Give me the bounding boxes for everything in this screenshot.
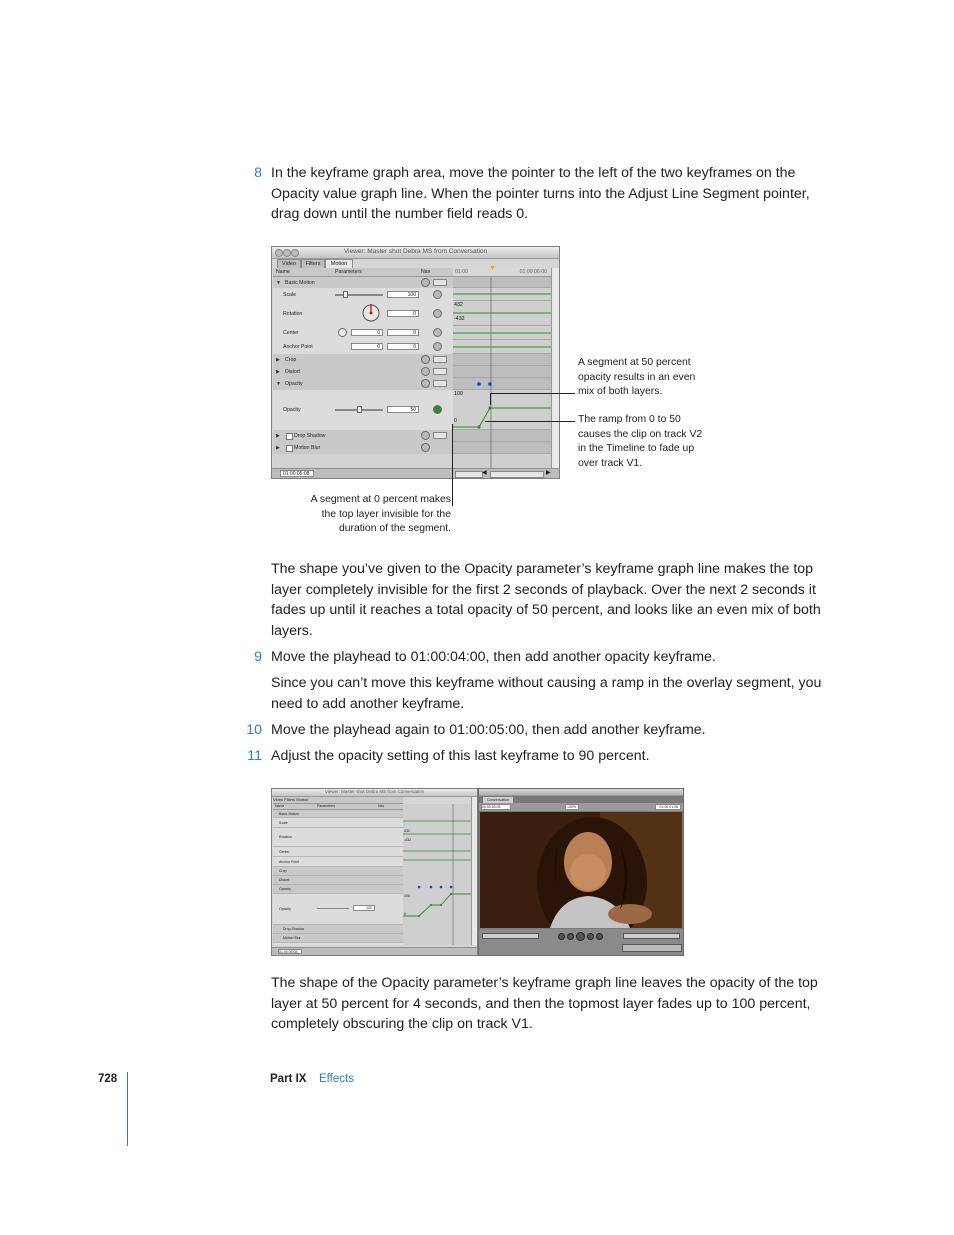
viewer-vertical-scrollbar[interactable]: [471, 797, 477, 945]
reset-button[interactable]: [421, 278, 430, 287]
disclosure-triangle-icon[interactable]: ▼: [276, 279, 281, 286]
opacity-group-label: Opacity: [279, 887, 291, 891]
center-y-field[interactable]: 0: [387, 329, 419, 336]
step-10-text: Move the playhead again to 01:00:05:00, then add another keyframe.: [271, 722, 706, 738]
step-11-text: Adjust the opacity setting of this last keyframe to 90 percent.: [271, 748, 650, 764]
scale-value-field[interactable]: 100: [387, 291, 419, 298]
graph-label-pos: 432: [404, 829, 410, 833]
parameters-column-header: Parameters: [317, 804, 336, 808]
disclosure-triangle-icon[interactable]: ▶: [276, 357, 280, 363]
center-crosshair-icon[interactable]: [338, 328, 347, 337]
callout-segment-50: A segment at 50 percent opacity results in an even mix of both layers.: [578, 357, 696, 398]
viewer-bottom-bar: [272, 468, 559, 479]
rotation-row: [273, 301, 453, 327]
viewer-and-canvas-screenshot: [271, 788, 478, 956]
viewer-parameter-rows: [273, 810, 403, 945]
reset-button[interactable]: [421, 431, 430, 440]
callout-ramp: The ramp from 0 to 50 causes the clip on track V2 in the Timeline to fade up over track V1.: [578, 414, 703, 469]
drop-shadow-checkbox[interactable]: [286, 433, 293, 440]
tab-motion[interactable]: Motion: [325, 259, 353, 268]
graph-label-top: 100: [404, 894, 410, 898]
viewer-keyframe-graph[interactable]: [403, 804, 471, 945]
disclosure-triangle-icon[interactable]: ▶: [276, 369, 280, 375]
basic-motion-row[interactable]: [273, 810, 403, 818]
rotation-label: Rotation: [279, 835, 293, 839]
tab-video[interactable]: Video: [277, 259, 301, 268]
keyframe-popup-button[interactable]: [433, 380, 447, 387]
reset-button[interactable]: [421, 443, 430, 452]
step-number-9: 9: [254, 649, 262, 665]
playhead-marker-icon[interactable]: ▼: [489, 265, 496, 272]
woman-portrait-image: [480, 812, 682, 928]
graph-vertical-scrollbar[interactable]: [551, 268, 559, 468]
canvas-timecode-left[interactable]: 00:00:03:03: [481, 804, 511, 810]
scroll-left-icon[interactable]: ◀: [482, 470, 487, 476]
parameters-column-header: Parameters: [335, 269, 362, 275]
canvas-transport-controls: [479, 929, 683, 955]
motion-blur-label: Motion Blur: [283, 936, 301, 940]
canvas-timecode-right[interactable]: 01:00:01:26: [655, 804, 681, 810]
step-number-8: 8: [254, 165, 262, 181]
canvas-window: [478, 788, 684, 956]
opacity-row: [273, 894, 403, 925]
empty-area: [273, 454, 453, 468]
viewer-tabs: Video Filters Motion: [273, 797, 403, 804]
graph-label-neg: -432: [404, 838, 412, 842]
play-button[interactable]: [576, 932, 585, 941]
horizontal-scrollbar[interactable]: [490, 471, 544, 478]
viewer-titlebar: [272, 789, 477, 797]
basic-motion-label: Basic Motion: [285, 279, 315, 286]
disclosure-triangle-icon[interactable]: ▶: [276, 433, 280, 439]
drop-shadow-label: Drop Shadow: [283, 927, 305, 931]
step-8-text: In the keyframe graph area, move the pointer to the left of the two keyframes on the Opacity value graph line. When the pointer turns into the Adjust Line Segment pointer, drag down until the number field reads 0.: [271, 165, 810, 222]
anchor-x-field[interactable]: 0: [351, 343, 383, 350]
graph-label-neg: -432: [454, 316, 465, 322]
nav-column-header: Nav: [421, 269, 431, 275]
step-9-note: Since you can’t move this keyframe without causing a ramp in the overlay segment, you need to add another keyframe.: [271, 675, 822, 712]
scale-row: [273, 818, 403, 828]
disclosure-triangle-icon[interactable]: ▶: [276, 445, 280, 451]
callout-leader-line: [490, 393, 491, 405]
keyframe-graph-lines: [453, 277, 551, 468]
anchor-point-row: [273, 857, 403, 867]
footer-section: Effects: [319, 1073, 354, 1085]
crop-label: Crop: [285, 357, 297, 363]
graph-ruler: [453, 265, 551, 277]
viewer-bottom-bar: [272, 947, 477, 956]
canvas-titlebar: [479, 789, 683, 796]
graph-label-top: 100: [454, 391, 463, 397]
rotation-value-field[interactable]: 0: [387, 310, 419, 317]
keyframe-popup-button[interactable]: [433, 432, 447, 439]
drop-shadow-label: Drop Shadow: [294, 433, 326, 439]
footer-part: Part IX: [270, 1073, 307, 1085]
keyframe-popup-button[interactable]: [433, 368, 447, 375]
center-label: Center: [279, 849, 290, 854]
opacity-group-label: Opacity: [285, 381, 303, 387]
window-title: Viewer: Master shot Debra MS from Conversation: [343, 248, 488, 255]
disclosure-triangle-icon[interactable]: ▼: [276, 381, 281, 387]
scale-label: Scale: [283, 291, 296, 298]
canvas-toolbar: [479, 803, 683, 811]
paragraph-opacity-shape: The shape you’ve given to the Opacity parameter’s keyframe graph line makes the top layer completely invisible for the first 2 seconds of playback. Over the next 2 seconds it fades up until it reaches a total opacity of 50 percent, and looks like an even mix of both layers.: [271, 561, 821, 639]
basic-motion-label: Basic Motion: [279, 811, 300, 816]
crop-label: Crop: [279, 869, 287, 873]
drop-shadow-row[interactable]: [273, 925, 403, 934]
rotation-label: Rotation: [283, 310, 303, 317]
opacity-keyframe-button[interactable]: [433, 405, 442, 414]
window-titlebar: [272, 247, 559, 259]
next-edit-button[interactable]: [596, 933, 603, 940]
canvas-bottom-buttons[interactable]: [622, 944, 682, 952]
zoom-slider[interactable]: [455, 471, 483, 478]
previous-edit-button[interactable]: [558, 933, 565, 940]
rotation-keyframe-button[interactable]: [433, 309, 442, 318]
ruler-end-timecode: 01:00:06:00: [519, 269, 547, 275]
opacity-slider-knob[interactable]: [357, 406, 362, 413]
keyframe-popup-button[interactable]: [433, 279, 447, 286]
callout-leader-line: [485, 421, 575, 422]
anchor-point-row: [273, 340, 453, 355]
scale-keyframe-button[interactable]: [433, 290, 442, 299]
opacity-value-field[interactable]: 50: [387, 406, 419, 413]
footer-rule: [127, 1072, 128, 1146]
reset-button[interactable]: [421, 367, 430, 376]
viewer-window-title: Viewer: Master shot Debra MS from Conversation: [324, 789, 425, 794]
scroll-right-icon[interactable]: ▶: [546, 470, 551, 476]
scale-label: Scale: [279, 820, 288, 825]
step-number-10: 10: [246, 722, 262, 738]
distort-label: Distort: [279, 878, 290, 882]
canvas-video-frame: [480, 812, 682, 928]
page-number: 728: [98, 1073, 118, 1085]
canvas-tab[interactable]: Conversation: [482, 796, 514, 804]
anchor-point-label: Anchor Point: [283, 344, 313, 350]
viewer-timecode-field[interactable]: 01:00:05:08: [278, 949, 302, 954]
center-row: [273, 847, 403, 857]
canvas-shuttle-slider[interactable]: [482, 933, 539, 939]
keyframe-graph-area[interactable]: [453, 277, 551, 468]
callout-leader-line: [490, 393, 575, 394]
parameters-header: [273, 268, 453, 277]
motion-blur-row[interactable]: [273, 934, 403, 943]
graph-label-bottom: 0: [454, 418, 457, 424]
rotation-row: [273, 828, 403, 847]
distort-label: Distort: [285, 369, 300, 375]
crop-row[interactable]: [273, 867, 403, 876]
tab-filters[interactable]: Filters: [301, 259, 325, 268]
keyframe-popup-button[interactable]: [433, 356, 447, 363]
step-9-text: Move the playhead to 01:00:04:00, then add another opacity keyframe.: [271, 649, 716, 665]
paragraph-final-opacity: The shape of the Opacity parameter’s keyframe graph line leaves the opacity of the top layer at 50 percent for 4 seconds, and then the topmost layer fades up to 100 percent, completely obscuring the clip on track V1.: [271, 975, 818, 1032]
step-number-11: 11: [247, 748, 262, 764]
center-row: [273, 326, 453, 341]
anchor-point-label: Anchor Point: [279, 859, 300, 864]
motion-tab-screenshot: [271, 246, 560, 479]
reset-button[interactable]: [421, 355, 430, 364]
name-column-header: Name: [275, 804, 285, 808]
opacity-group-row[interactable]: [273, 885, 403, 894]
scale-slider-knob[interactable]: [343, 291, 348, 298]
distort-row[interactable]: [273, 876, 403, 885]
opacity-value-field[interactable]: 100: [353, 905, 375, 911]
name-column-header: Name: [276, 269, 290, 275]
canvas-zoom-popup[interactable]: 100%: [565, 804, 579, 810]
ruler-start-timecode: 01:00: [455, 269, 468, 275]
reset-button[interactable]: [421, 379, 430, 388]
nav-column-header: Nav: [378, 804, 385, 808]
timecode-field[interactable]: 01:00:05:08: [280, 470, 314, 477]
graph-label-pos: 432: [454, 302, 463, 308]
anchor-y-field[interactable]: 0: [387, 343, 419, 350]
anchor-keyframe-button[interactable]: [433, 342, 442, 351]
callout-leader-line: [452, 424, 453, 506]
center-x-field[interactable]: 0: [351, 329, 383, 336]
canvas-jog-slider[interactable]: [623, 933, 680, 939]
center-label: Center: [283, 330, 299, 336]
center-keyframe-button[interactable]: [433, 328, 442, 337]
callout-segment-0: A segment at 0 percent makes the top layer invisible for the duration of the segment.: [310, 494, 451, 535]
motion-blur-checkbox[interactable]: [286, 445, 293, 452]
motion-blur-label: Motion Blur: [294, 445, 321, 451]
opacity-label: Opacity: [279, 907, 291, 911]
opacity-row: [273, 390, 453, 431]
opacity-label: Opacity: [283, 407, 301, 413]
play-around-button[interactable]: [587, 933, 594, 940]
scale-row: [273, 288, 453, 302]
rotation-dial-icon[interactable]: [361, 303, 381, 323]
viewer-graph-lines: [403, 804, 471, 945]
graph-label-bottom: 0: [404, 912, 406, 916]
play-in-to-out-button[interactable]: [567, 933, 574, 940]
opacity-slider[interactable]: [317, 908, 349, 909]
